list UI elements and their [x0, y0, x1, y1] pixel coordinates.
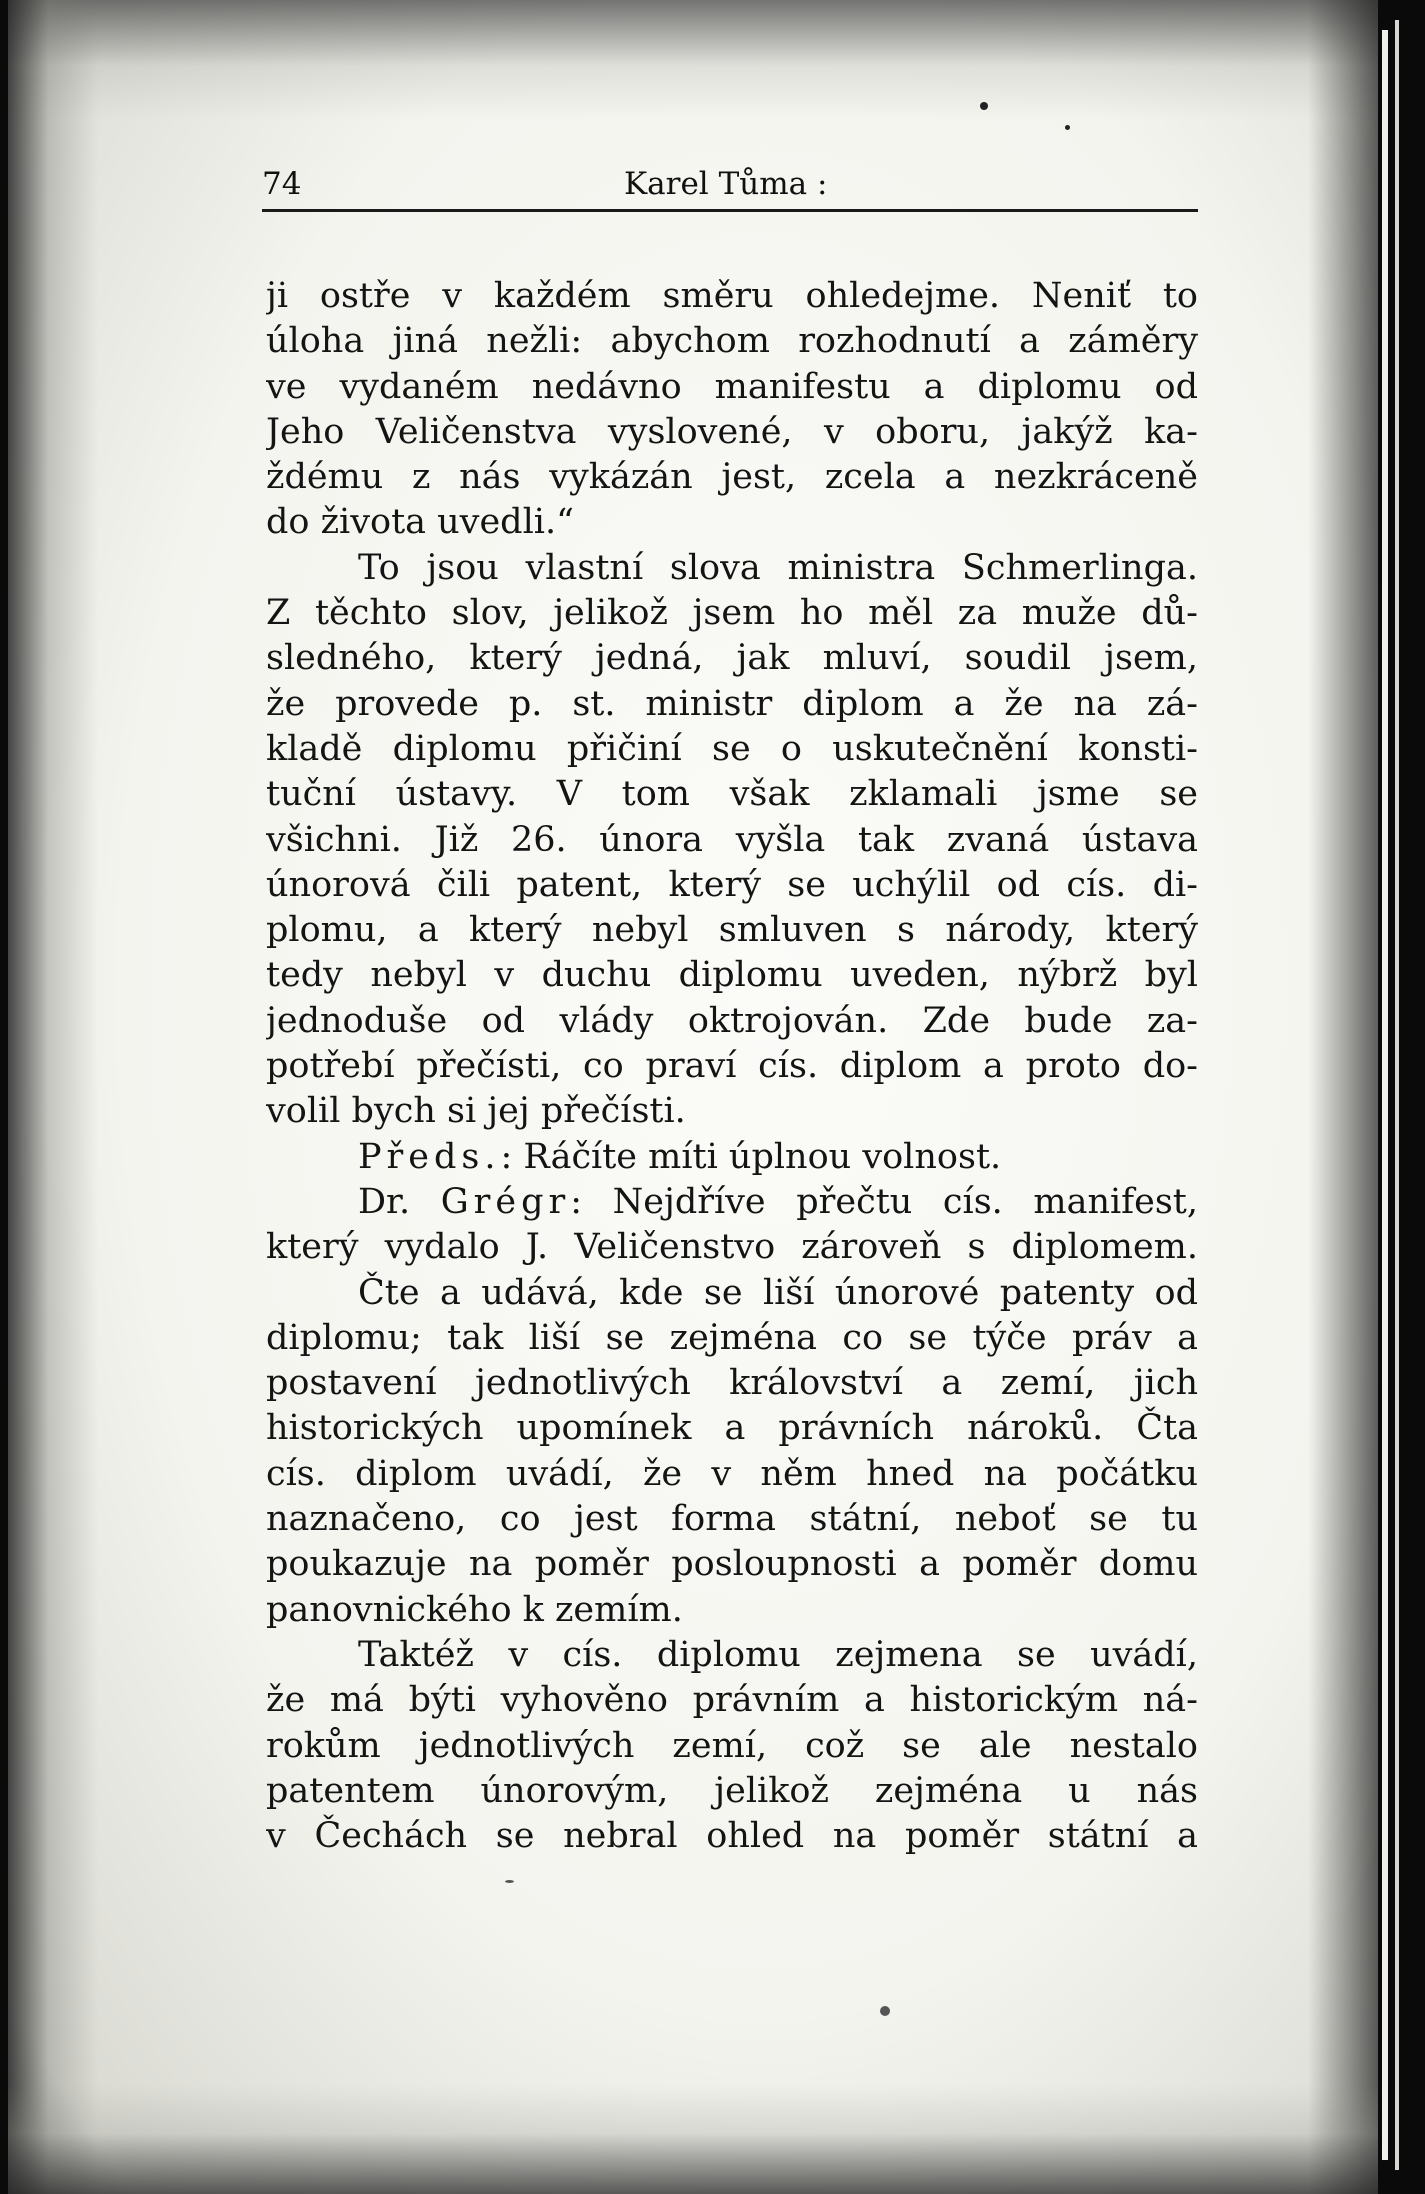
text-line: Z těchto slov, jelikož jsem ho měl za muže dů-	[266, 593, 1198, 634]
ink-speck	[505, 1880, 514, 1883]
text-line-preds	[266, 1135, 1198, 1180]
speaker-title: Dr.	[358, 1181, 441, 1222]
text-line: všichni. Již 26. února vyšla tak zvaná ústava	[266, 819, 1198, 860]
text-line: postavení jednotlivých království a zemí, jich	[266, 1363, 1198, 1404]
text-line: historických upomínek a právních nároků. Čta	[266, 1408, 1198, 1449]
text-line: Čte a udává, kde se liší únorové patenty od	[358, 1272, 1198, 1313]
body-text	[266, 274, 1198, 1859]
header-rule	[262, 209, 1198, 212]
shadow-right	[1308, 0, 1378, 2194]
text-line: tuční ústavy. V tom však zklamali jsme se	[266, 774, 1198, 815]
text-line: Jeho Veličenstva vyslovené, v oboru, jakýž ka-	[266, 411, 1198, 452]
binding-edge	[1382, 30, 1388, 2160]
text-line: cís. diplom uvádí, že v něm hned na počátku	[266, 1453, 1198, 1494]
text-line: že má býti vyhověno právním a historickým ná-	[266, 1680, 1198, 1721]
binding-edge-inner	[1395, 20, 1399, 2170]
text-line: volil bych si jej přečísti.	[266, 1091, 686, 1132]
shadow-left	[8, 0, 98, 2194]
text-line: v Čechách se nebral ohled na poměr státní a	[266, 1816, 1198, 1857]
text-line: patentem únorovým, jelikož zejména u nás	[266, 1770, 1198, 1811]
text-line: diplomu; tak liší se zejména co se týče práv a	[266, 1317, 1198, 1358]
text-line: rokům jednotlivých zemí, což se ale nestalo	[266, 1725, 1198, 1766]
text-line: panovnického k zemím.	[266, 1589, 683, 1630]
speaker-name-preds: Předs.	[358, 1136, 501, 1177]
text-line: úloha jiná nežli: abychom rozhodnutí a záměry	[266, 321, 1198, 362]
text-line: jednoduše od vlády oktrojován. Zde bude za-	[266, 1000, 1198, 1041]
text-line: kladě diplomu přičiní se o uskutečnění konsti-	[266, 728, 1198, 769]
ink-speck	[1065, 125, 1070, 130]
text-line: který vydalo J. Veličenstvo zároveň s diplomem.	[266, 1227, 1198, 1268]
text-line: naznačeno, co jest forma státní, neboť se tu	[266, 1499, 1198, 1540]
text-line: poukazuje na poměr posloupnosti a poměr domu	[266, 1544, 1198, 1585]
page-number: 74	[262, 166, 302, 202]
ink-speck	[980, 102, 988, 110]
text-line-gregr	[266, 1180, 1198, 1225]
speech-gregr: : Nejdříve přečtu cís. manifest,	[570, 1181, 1198, 1222]
speaker-name-gregr: Grégr	[440, 1181, 571, 1222]
ink-speck	[880, 2006, 890, 2016]
shadow-bottom	[8, 2084, 1378, 2194]
text-line: ždému z nás vykázán jest, zcela a nezkráceně	[266, 457, 1198, 498]
text-line: potřebí přečísti, co praví cís. diplom a proto do-	[266, 1046, 1198, 1087]
text-line: že provede p. st. ministr diplom a že na zá-	[266, 683, 1198, 724]
speech-preds: : Ráčíte míti úplnou volnost.	[500, 1136, 1002, 1177]
text-line: ve vydaném nedávno manifestu a diplomu od	[266, 366, 1198, 407]
shadow-top	[8, 0, 1378, 120]
text-line: To jsou vlastní slova ministra Schmerlinga.	[358, 547, 1198, 588]
text-line: únorová čili patent, který se uchýlil od cís. di-	[266, 864, 1198, 905]
text-line: Taktéž v cís. diplomu zejmena se uvádí,	[358, 1634, 1198, 1675]
text-line: sledného, který jedná, jak mluví, soudil jsem,	[266, 638, 1198, 679]
text-line: plomu, a který nebyl smluven s národy, který	[266, 910, 1198, 951]
text-line: ji ostře v každém směru ohledejme. Neniť to	[266, 276, 1198, 316]
running-head: Karel Tůma :	[624, 166, 828, 202]
text-line: do života uvedli.“	[266, 502, 574, 543]
page-header	[262, 162, 1198, 210]
text-line: tedy nebyl v duchu diplomu uveden, nýbrž byl	[266, 955, 1198, 996]
